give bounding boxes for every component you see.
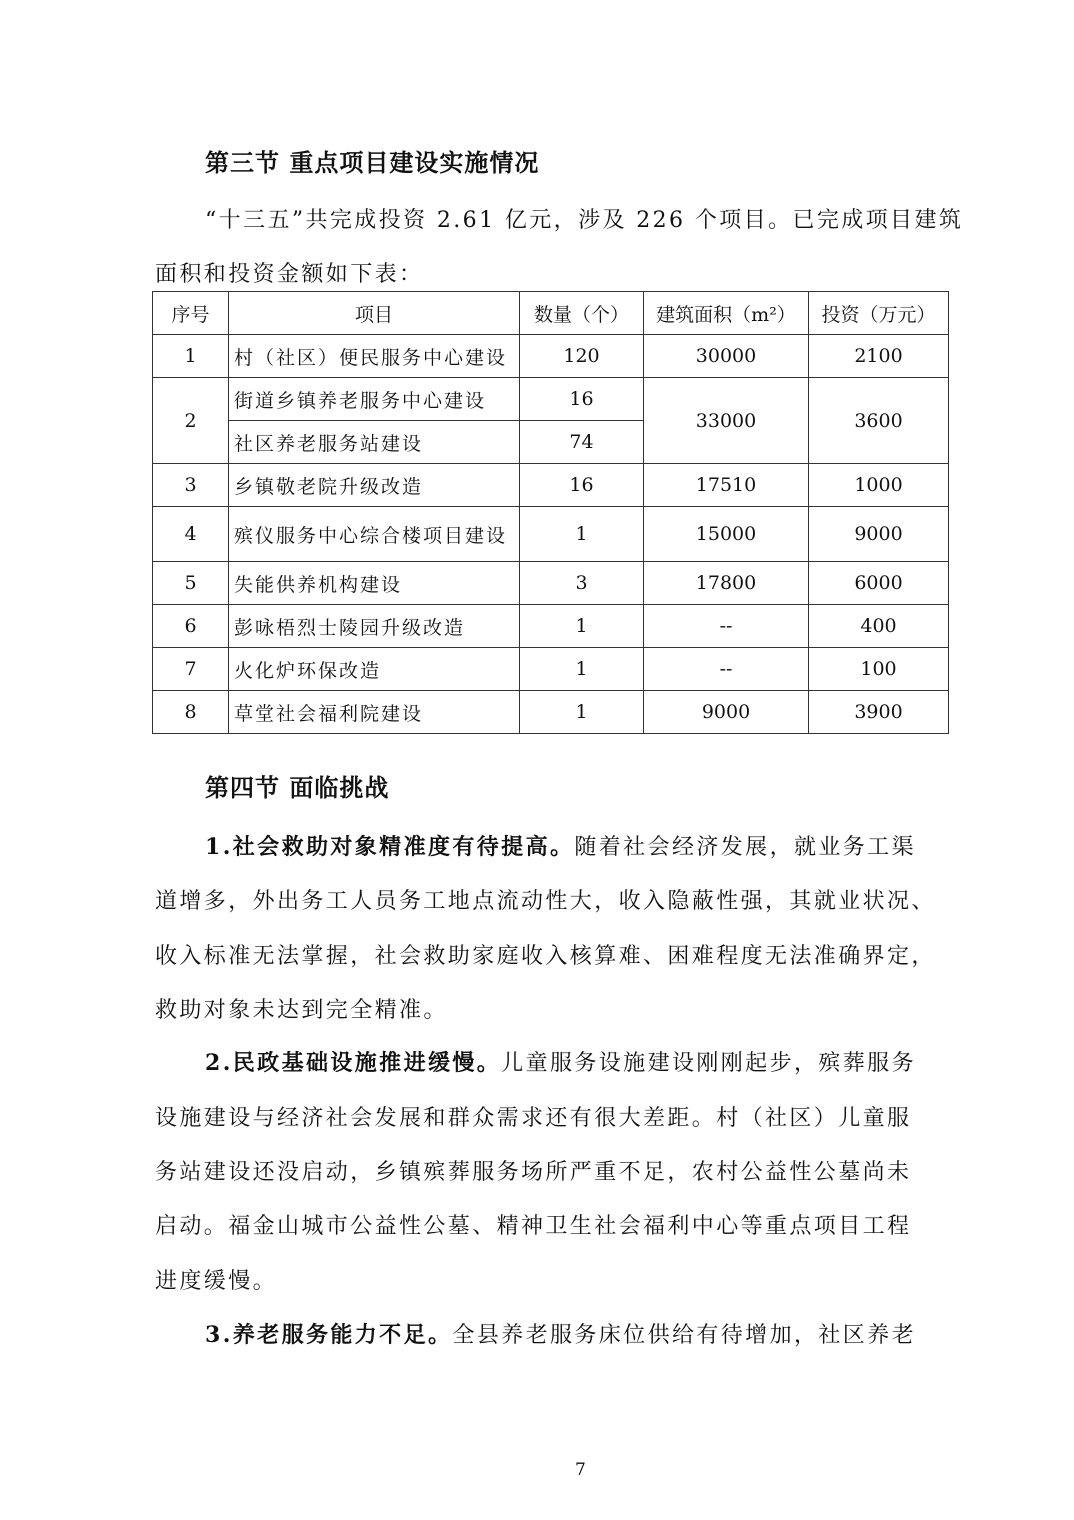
table-row: [153, 648, 949, 691]
cell-no: 2: [153, 378, 229, 464]
challenge-3-text: 全县养老服务床位供给有待增加，社区养老: [452, 1323, 916, 1348]
challenge-2-title: 2.民政基础设施推进缓慢。: [205, 1050, 502, 1076]
cell-invest: 100: [809, 648, 949, 691]
cell-area: 15000: [644, 507, 809, 562]
cell-qty: 16: [520, 464, 644, 507]
challenge-1-line-4: 救助对象未达到完全精准。: [155, 998, 448, 1023]
section-3-intro-line-1: “十三五”共完成投资 2.61 亿元，涉及 226 个项目。已完成项目建筑: [205, 208, 964, 233]
cell-qty: 1: [520, 648, 644, 691]
challenge-2-line-5: 进度缓慢。: [155, 1269, 278, 1294]
cell-qty: 74: [520, 421, 644, 464]
table-row: [153, 335, 949, 378]
table-row: [153, 605, 949, 648]
header-no: 序号: [153, 292, 229, 335]
cell-area: 17510: [644, 464, 809, 507]
section-3-heading: 第三节 重点项目建设实施情况: [205, 148, 540, 177]
cell-qty: 1: [520, 605, 644, 648]
cell-area: --: [644, 605, 809, 648]
header-invest: 投资（万元）: [809, 292, 949, 335]
cell-invest: 3900: [809, 691, 949, 734]
cell-item: 乡镇敬老院升级改造: [229, 464, 520, 507]
cell-qty: 1: [520, 691, 644, 734]
cell-item: 失能供养机构建设: [229, 562, 520, 605]
cell-invest: 2100: [809, 335, 949, 378]
cell-no: 7: [153, 648, 229, 691]
table-row: [153, 507, 949, 562]
table-row: [153, 691, 949, 734]
section-4-heading: 第四节 面临挑战: [205, 773, 390, 802]
cell-invest: 1000: [809, 464, 949, 507]
table-row: [153, 378, 949, 421]
header-area: 建筑面积（m²）: [644, 292, 809, 335]
challenge-2-line-3: 务站建设还没启动，乡镇殡葬服务场所严重不足，农村公益性公墓尚未: [155, 1160, 912, 1185]
challenge-1-text: 随着社会经济发展，就业务工渠: [574, 835, 916, 860]
cell-no: 3: [153, 464, 229, 507]
cell-qty: 1: [520, 507, 644, 562]
cell-item: 社区养老服务站建设: [229, 421, 520, 464]
table-row: [153, 562, 949, 605]
challenge-2-line-4: 启动。福金山城市公益性公墓、精神卫生社会福利中心等重点项目工程: [155, 1214, 912, 1239]
cell-no: 6: [153, 605, 229, 648]
cell-no: 8: [153, 691, 229, 734]
cell-item: 街道乡镇养老服务中心建设: [229, 378, 520, 421]
cell-qty: 120: [520, 335, 644, 378]
cell-item: 草堂社会福利院建设: [229, 691, 520, 734]
cell-invest: 9000: [809, 507, 949, 562]
challenge-1-line-3: 收入标准无法掌握，社会救助家庭收入核算难、困难程度无法准确界定，: [155, 944, 936, 969]
table-header-row: [153, 292, 949, 335]
section-3-intro-line-2: 面积和投资金额如下表：: [155, 262, 424, 287]
challenge-3-title: 3.养老服务能力不足。: [205, 1322, 453, 1348]
cell-area: 9000: [644, 691, 809, 734]
cell-area: 17800: [644, 562, 809, 605]
challenge-1-line-1: [205, 830, 916, 861]
cell-item: 村（社区）便民服务中心建设: [229, 335, 520, 378]
challenge-2-line-1: [205, 1046, 916, 1077]
cell-qty: 16: [520, 378, 644, 421]
cell-area: 30000: [644, 335, 809, 378]
cell-invest: 6000: [809, 562, 949, 605]
challenge-3-line-1: [205, 1318, 916, 1349]
cell-qty: 3: [520, 562, 644, 605]
cell-no: 5: [153, 562, 229, 605]
cell-area: 33000: [644, 378, 809, 464]
cell-no: 4: [153, 507, 229, 562]
cell-area: --: [644, 648, 809, 691]
cell-no: 1: [153, 335, 229, 378]
header-item: 项目: [229, 292, 520, 335]
table-row: [153, 464, 949, 507]
page-number: 7: [575, 1460, 586, 1480]
challenge-2-text: 儿童服务设施建设刚刚起步，殡葬服务: [501, 1051, 916, 1076]
challenge-1-line-2: 道增多，外出务工人员务工地点流动性大，收入隐蔽性强，其就业状况、: [155, 889, 936, 914]
challenge-2-line-2: 设施建设与经济社会发展和群众需求还有很大差距。村（社区）儿童服: [155, 1106, 912, 1131]
challenge-1-title: 1.社会救助对象精准度有待提高。: [205, 834, 575, 860]
project-table: [152, 291, 949, 734]
cell-item: 殡仪服务中心综合楼项目建设: [229, 507, 520, 562]
cell-invest: 3600: [809, 378, 949, 464]
cell-item: 彭咏梧烈士陵园升级改造: [229, 605, 520, 648]
cell-invest: 400: [809, 605, 949, 648]
cell-item: 火化炉环保改造: [229, 648, 520, 691]
header-qty: 数量（个）: [520, 292, 644, 335]
